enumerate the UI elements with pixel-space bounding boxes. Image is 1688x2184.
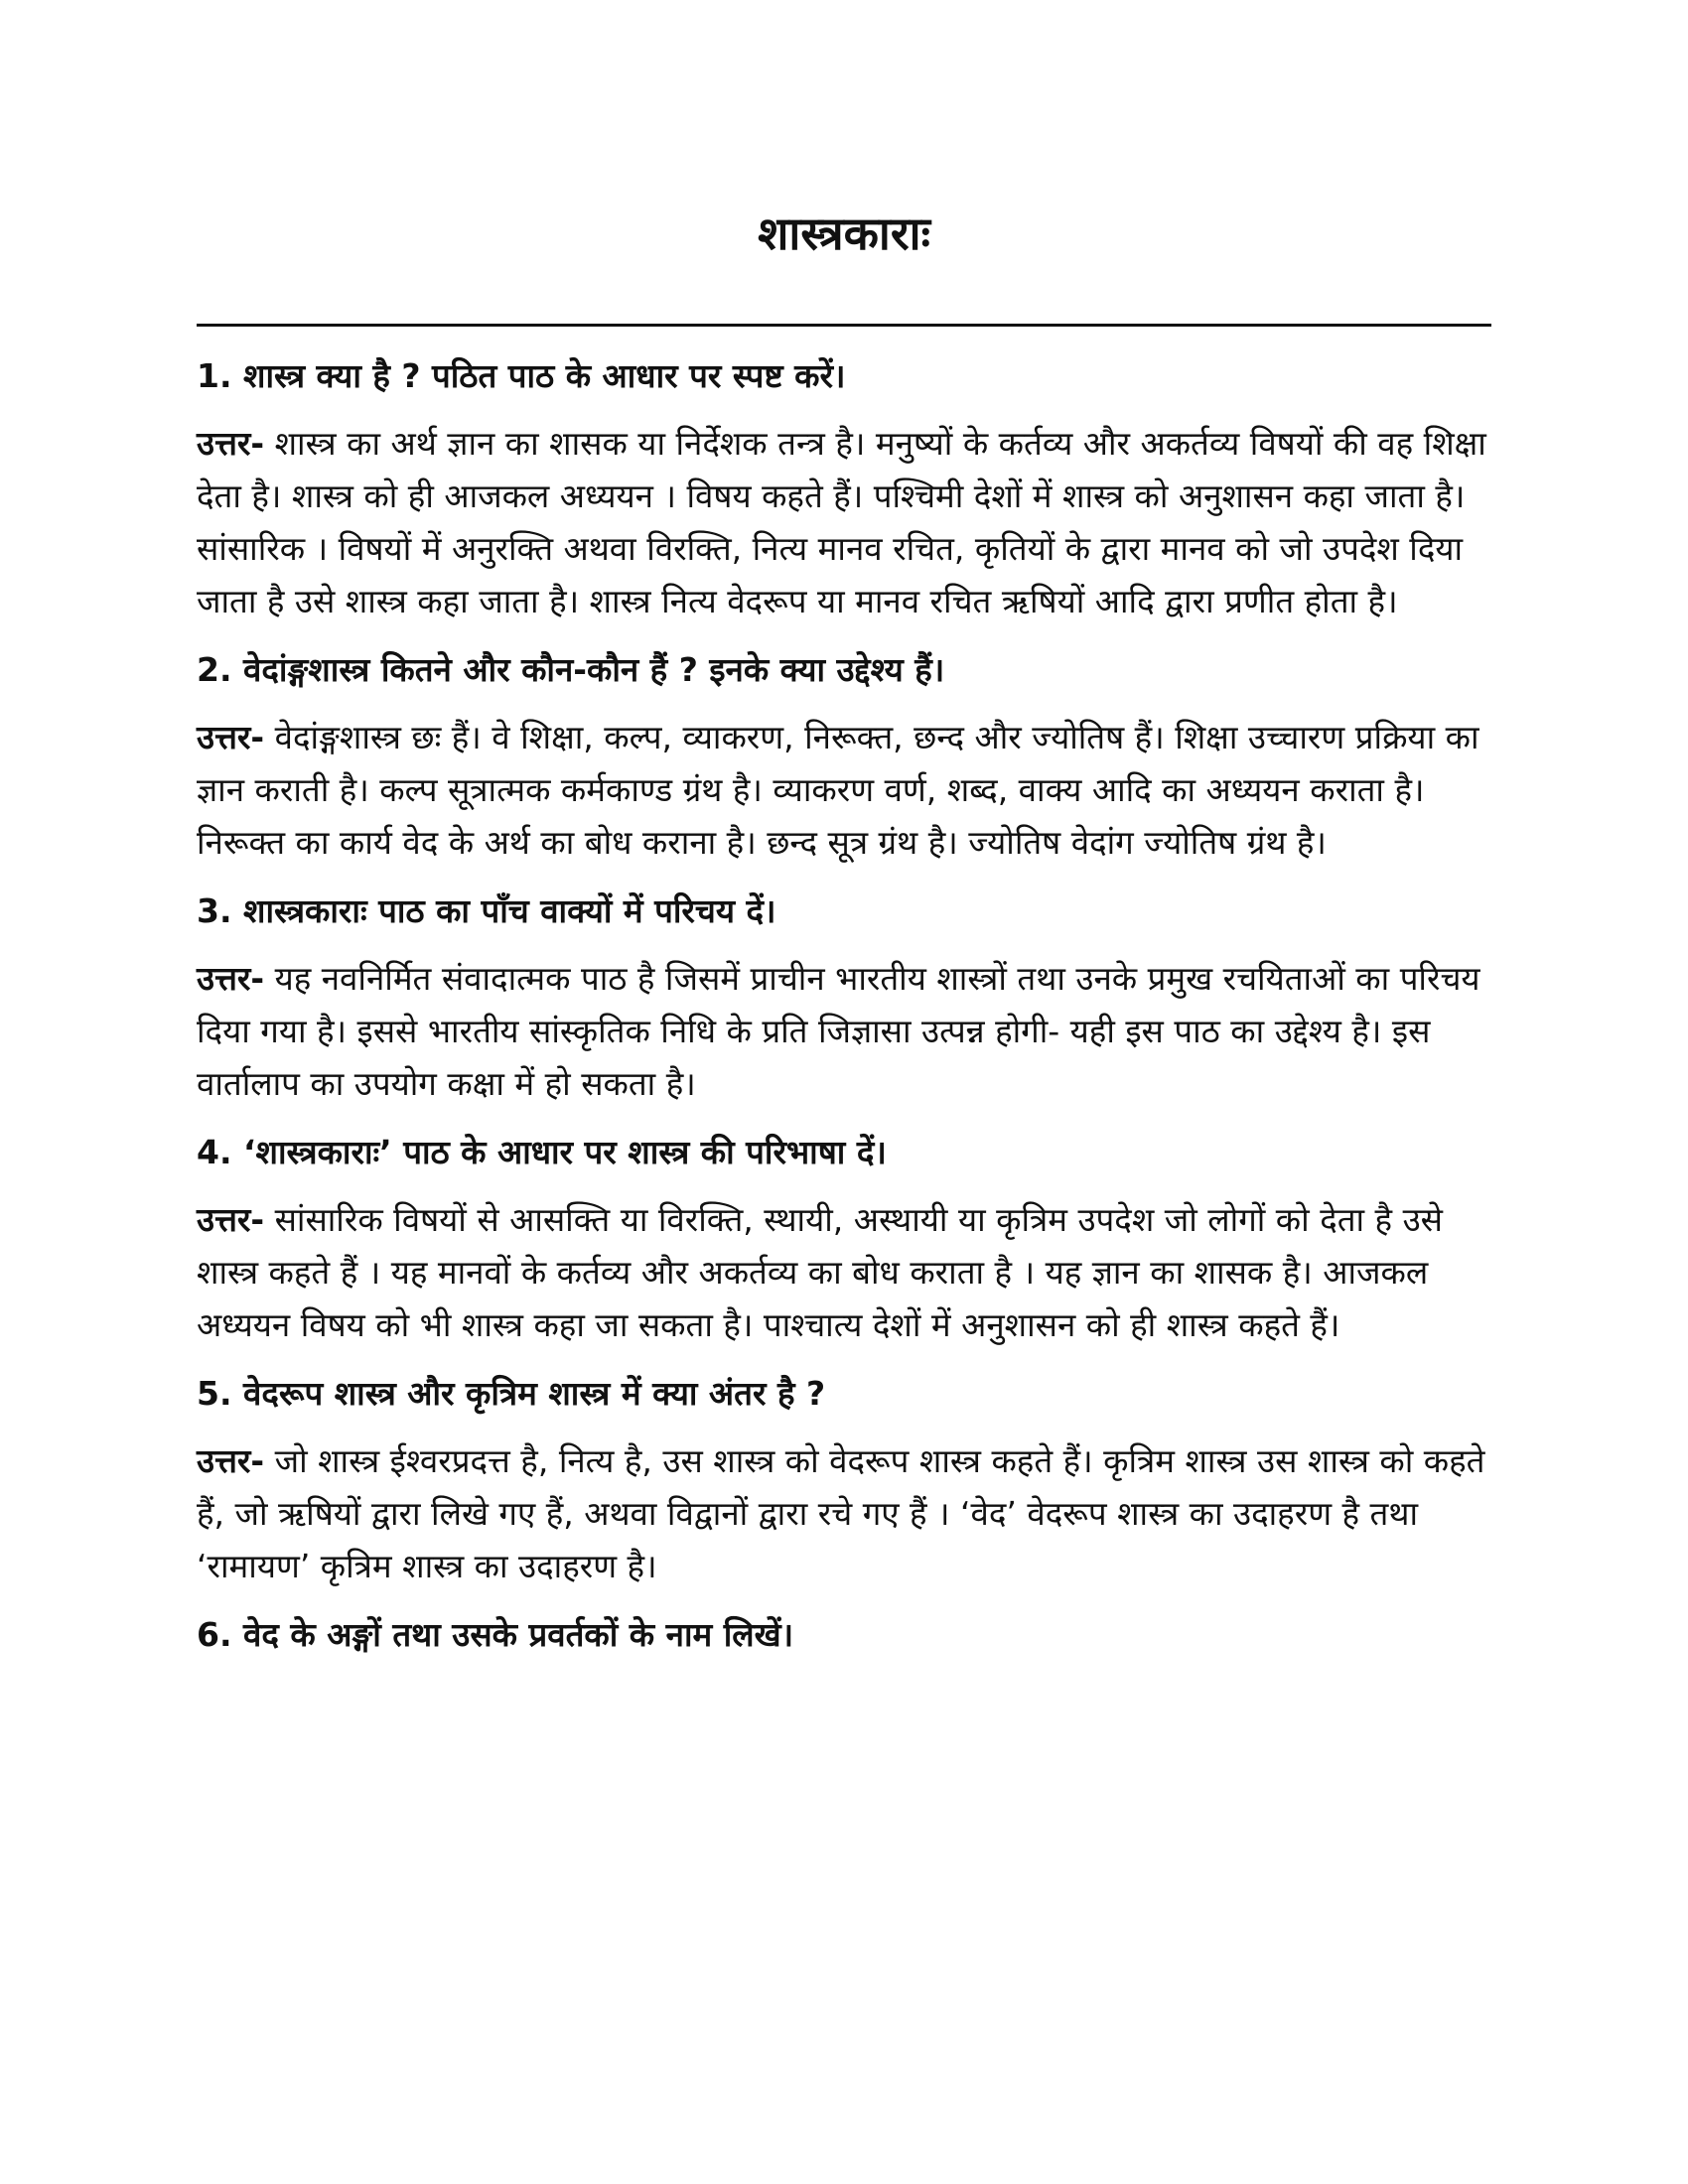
qa-item-2: [197, 643, 1497, 869]
qa-item-1: [197, 349, 1497, 627]
question-text: वेदरूप शास्त्र और कृत्रिम शास्त्र में क्या अंतर है ?: [243, 1374, 826, 1413]
answer-label: उत्तर-: [197, 1200, 265, 1239]
question-4: [197, 1126, 1497, 1179]
question-2: [197, 643, 1497, 697]
question-number: 3.: [197, 891, 232, 930]
answer-text: सांसारिक विषयों से आसक्ति या विरक्ति, स्थायी, अस्थायी या कृत्रिम उपदेश जो लोगों को देता है उसे शास्त्र कहते हैं । यह मानवों के कर्तव्य और अकर्तव्य का बोध कराता है । यह ज्ञान का शासक है। आजकल अध्ययन विषय को भी शास्त्र कहा जा सकता है। पाश्चात्य देशों में अनुशासन को ही शास्त्र कहते हैं।: [197, 1200, 1443, 1344]
page-title: शास्त्रकाराः: [758, 206, 930, 260]
question-6: [197, 1608, 1497, 1662]
question-3: [197, 885, 1497, 938]
question-1: [197, 349, 1497, 403]
answer-5: [197, 1434, 1497, 1592]
qa-item-3: [197, 885, 1497, 1110]
qa-list: [197, 349, 1497, 1676]
question-text: ‘शास्त्रकाराः’ पाठ के आधार पर शास्त्र की परिभाषा दें।: [243, 1133, 887, 1171]
answer-text: जो शास्त्र ईश्वरप्रदत्त है, नित्य है, उस शास्त्र को वेदरूप शास्त्र कहते हैं। कृत्रिम शास्त्र उस शास्त्र को कहते हैं, जो ऋषियों द्वारा लिखे गए हैं, अथवा विद्वानों द्वारा रचे गए हैं । ‘वेद’ वेदरूप शास्त्र का उदाहरण है तथा ‘रामायण’ कृत्रिम शास्त्र का उदाहरण है।: [197, 1441, 1485, 1585]
qa-item-4: [197, 1126, 1497, 1351]
answer-label: उत्तर-: [197, 424, 265, 463]
question-text: वेदांङ्गशास्त्र कितने और कौन-कौन हैं ? इनके क्या उद्देश्य हैं।: [243, 650, 945, 689]
title-divider: [197, 324, 1491, 327]
qa-item-5: [197, 1367, 1497, 1592]
answer-4: [197, 1193, 1497, 1351]
question-number: 4.: [197, 1133, 232, 1171]
answer-text: वेदांङ्गशास्त्र छः हैं। वे शिक्षा, कल्प, व्याकरण, निरूक्त, छन्द और ज्योतिष हैं। शिक्षा उच्चारण प्रक्रिया का ज्ञान कराती है। कल्प सूत्रात्मक कर्मकाण्ड ग्रंथ है। व्याकरण वर्ण, शब्द, वाक्य आदि का अध्ययन कराता है। निरूक्त का कार्य वेद के अर्थ का बोध कराना है। छन्द सूत्र ग्रंथ है। ज्योतिष वेदांग ज्योतिष ग्रंथ है।: [197, 718, 1479, 862]
answer-2: [197, 711, 1497, 869]
qa-item-6: [197, 1608, 1497, 1662]
answer-text: यह नवनिर्मित संवादात्मक पाठ है जिसमें प्राचीन भारतीय शास्त्रों तथा उनके प्रमुख रचयिताओं का परिचय दिया गया है। इससे भारतीय सांस्कृतिक निधि के प्रति जिज्ञासा उत्पन्न होगी- यही इस पाठ का उद्देश्य है। इस वार्तालाप का उपयोग कक्षा में हो सकता है।: [197, 959, 1480, 1103]
answer-text: शास्त्र का अर्थ ज्ञान का शासक या निर्देशक तन्त्र है। मनुष्यों के कर्तव्य और अकर्तव्य विषयों की वह शिक्षा देता है। शास्त्र को ही आजकल अध्ययन । विषय कहते हैं। पश्चिमी देशों में शास्त्र को अनुशासन कहा जाता है। सांसारिक । विषयों में अनुरक्ति अथवा विरक्ति, नित्य मानव रचित, कृतियों के द्वारा मानव को जो उपदेश दिया जाता है उसे शास्त्र कहा जाता है। शास्त्र नित्य वेदरूप या मानव रचित ऋषियों आदि द्वारा प्रणीत होता है।: [197, 424, 1486, 620]
answer-label: उत्तर-: [197, 959, 265, 998]
question-number: 5.: [197, 1374, 232, 1413]
question-number: 1.: [197, 356, 232, 395]
answer-label: उत्तर-: [197, 1441, 265, 1480]
answer-label: उत्तर-: [197, 718, 265, 756]
question-number: 6.: [197, 1615, 232, 1654]
answer-3: [197, 952, 1497, 1110]
answer-1: [197, 417, 1497, 627]
question-text: वेद के अङ्गों तथा उसके प्रवर्तकों के नाम लिखें।: [243, 1615, 794, 1654]
question-number: 2.: [197, 650, 232, 689]
question-5: [197, 1367, 1497, 1421]
question-text: शास्त्रकाराः पाठ का पाँच वाक्यों में परिचय दें।: [243, 891, 776, 930]
question-text: शास्त्र क्या है ? पठित पाठ के आधार पर स्पष्ट करें।: [243, 356, 846, 395]
